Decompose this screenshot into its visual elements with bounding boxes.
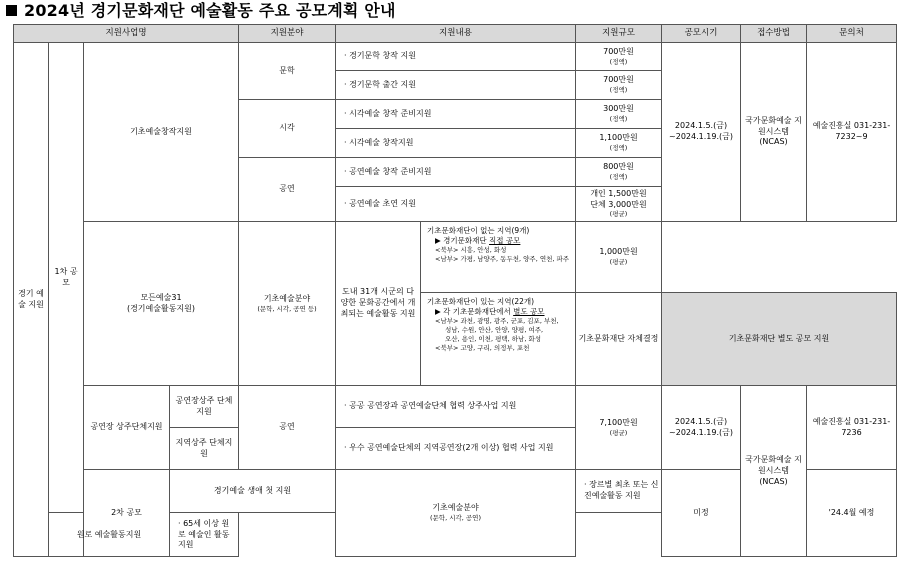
table-row [14, 222, 897, 293]
group-main: 경기 예술 지원 [14, 43, 49, 557]
header-program: 지원사업명 [14, 25, 239, 43]
page-title-text: 2024년 경기문화재단 예술활동 주요 공모계획 안내 [24, 1, 396, 20]
venue-sub1: 공연장상주 단체지원 [170, 386, 239, 428]
table-row [14, 386, 897, 428]
region-b: 기초문화재단이 있는 지역(22개) ▶ 각 기초문화재단에서 별도 공모 <남부> 과천, 광명, 광주, 군포, 김포, 부천, 성남, 수원, 안산, 안양, 양평, 여주, 오산, 용인, 이천, 평택, 하남, 화성 <북부> 고양, 구리, 의정부, 포천 [427, 297, 559, 352]
lit1: · 경기문학 창작 지원 [336, 43, 576, 71]
venue-amt: 7,100만원 (평균) [576, 386, 662, 470]
venue-contact: 예술진흥실 031-231-7236 [807, 386, 897, 470]
everyone-desc: 도내 31개 시군의 다양한 문화공간에서 개최되는 예술활동 지원 [336, 222, 421, 385]
vis1: · 시각예술 창작 준비지원 [336, 100, 576, 129]
basic-period: 2024.1.5.(금) ~2024.1.19.(금) [662, 43, 741, 222]
round2-amt: 미정 [662, 470, 741, 557]
header-content: 지원내용 [336, 25, 576, 43]
shared-method: 국가문화예술 지원시스템 (NCAS) [741, 386, 807, 557]
program-table [13, 24, 897, 557]
venue-field: 공연 [239, 386, 336, 470]
perf1: · 공연예술 창작 준비지원 [336, 158, 576, 187]
round2-p1: 경기예술 생애 첫 지원 [170, 470, 336, 513]
vis2-amt: 1,100만원 (정액) [576, 129, 662, 158]
venue-c2: · 우수 공연예술단체의 지역공연장(2개 이상) 협력 사업 지원 [336, 428, 576, 470]
round2-c2: · 65세 이상 원로 예술인 활동지원 [170, 513, 239, 557]
lit2: · 경기문학 출간 지원 [336, 71, 576, 100]
round2-period: '24.4월 예정 [807, 470, 897, 557]
table-row [14, 43, 897, 71]
region-a-amt: 1,000만원 (평균) [576, 222, 662, 293]
perf1-amt: 800만원 (정액) [576, 158, 662, 187]
lit-field: 문학 [239, 43, 336, 100]
venue-c1: · 공공 공연장과 공연예술단체 협력 상주사업 지원 [336, 386, 576, 428]
everyone-content [336, 222, 576, 386]
header-scale: 지원규모 [576, 25, 662, 43]
header-contact: 문의처 [807, 25, 897, 43]
everyone-program: 모든예술31 (경기예술활동지원) [84, 222, 239, 386]
venue-sub2: 지역상주 단체지원 [170, 428, 239, 470]
header-period: 공모시기 [662, 25, 741, 43]
header-row [14, 25, 897, 43]
header-field: 지원분야 [239, 25, 336, 43]
region-b-note: 기초문화재단 별도 공모 지원 [662, 293, 897, 386]
round2: 2차 공모 [84, 470, 170, 557]
round2-p2: 원로 예술활동지원 [49, 513, 170, 557]
basic-contact: 예술진흥실 031-231-7232~9 [807, 43, 897, 222]
header-method: 접수방법 [741, 25, 807, 43]
vis-field: 시각 [239, 100, 336, 158]
round2-c1: · 장르별 최초 또는 신진예술활동 지원 [576, 470, 662, 513]
perf2-amt: 개인 1,500만원 단체 3,000만원 (평균) [576, 187, 662, 222]
lit2-amt: 700만원 (정액) [576, 71, 662, 100]
vis2: · 시각예술 창작지원 [336, 129, 576, 158]
vis1-amt: 300만원 (정액) [576, 100, 662, 129]
basic-program: 기초예술창작지원 [84, 43, 239, 222]
lit1-amt: 700만원 (정액) [576, 43, 662, 71]
perf-field: 공연 [239, 158, 336, 222]
square-bullet-icon [6, 5, 17, 16]
perf2: · 공연예술 초연 지원 [336, 187, 576, 222]
round1: 1차 공모 [49, 43, 84, 513]
everyone-field: 기초예술분야 (문학, 시각, 공연 등) [239, 222, 336, 386]
venue-period: 2024.1.5.(금) ~2024.1.19.(금) [662, 386, 741, 470]
round2-field: 기초예술분야 (문학, 시각, 공연) [336, 470, 576, 557]
venue-program: 공연장 상주단체지원 [84, 386, 170, 470]
basic-method: 국가문화예술 지원시스템 (NCAS) [741, 43, 807, 222]
region-b-amt: 기초문화재단 자체결정 [576, 293, 662, 386]
region-a: 기초문화재단이 없는 지역(9개) ▶ 경기문화재단 직접 공모 <북부> 시흥, 안성, 화성 <남부> 가평, 남양주, 동두천, 양주, 연천, 파주 [421, 222, 575, 293]
page-title [6, 0, 396, 22]
